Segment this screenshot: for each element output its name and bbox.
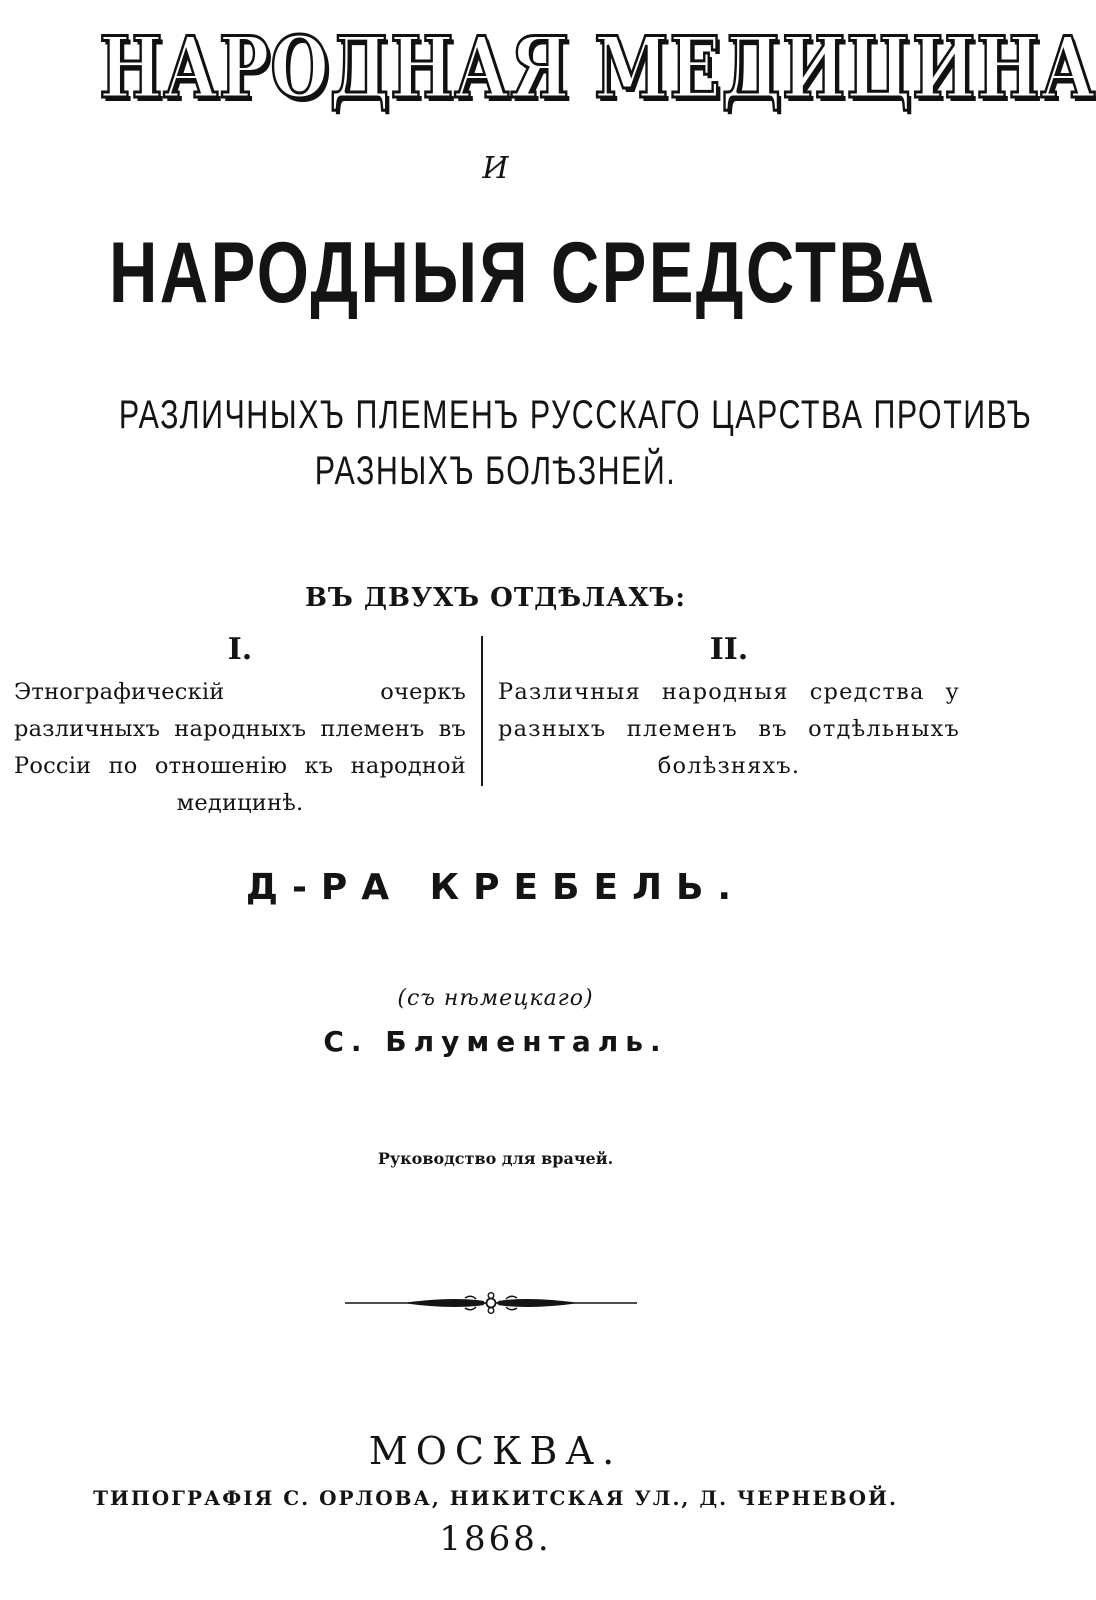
manual-note: Руководство для врачей.	[377, 1149, 614, 1168]
title-conjunction: И	[482, 151, 509, 186]
author-line: Д-РА КРЕБЕЛЬ.	[245, 867, 746, 908]
translator-name: С. Блументаль.	[323, 1025, 668, 1058]
publication-city: МОСКВА.	[368, 1429, 623, 1473]
title-line-1: НАРОДНАЯ МЕДИЦИНА	[99, 18, 1096, 117]
subtitle-line-1: РАЗЛИЧНЫХЪ ПЛЕМЕНЪ РУССКАГО ЦАРСТВА ПРОТИВЪ	[118, 393, 1033, 437]
section-divider	[481, 636, 483, 786]
section-description: Этнографическій очеркъ различныхъ народныхъ племенъ въ Россіи по отношенію къ народной медицинѣ.	[14, 679, 466, 816]
section-description: Различныя народныя средства у разныхъ племенъ въ отдѣльныхъ болѣзняхъ.	[498, 679, 960, 779]
section-left	[14, 630, 466, 822]
section-numeral: I.	[227, 632, 253, 667]
ornament-rule-icon	[345, 1290, 637, 1316]
publication-year: 1868.	[439, 1519, 552, 1559]
translation-note: (съ нѣмецкаго)	[397, 986, 594, 1011]
subtitle-line-2: РАЗНЫХЪ БОЛѢЗНЕЙ.	[314, 449, 677, 493]
section-right	[498, 630, 960, 785]
title-line-2: НАРОДНЫЯ СРЕДСТВА	[109, 225, 937, 321]
printer-line: ТИПОГРАФІЯ С. ОРЛОВА, НИКИТСКАЯ УЛ., Д. ЧЕРНЕВОЙ.	[93, 1486, 898, 1510]
sections-intro: ВЪ ДВУХЪ ОТДѢЛАХЪ:	[305, 583, 686, 613]
section-numeral: II.	[709, 632, 749, 667]
